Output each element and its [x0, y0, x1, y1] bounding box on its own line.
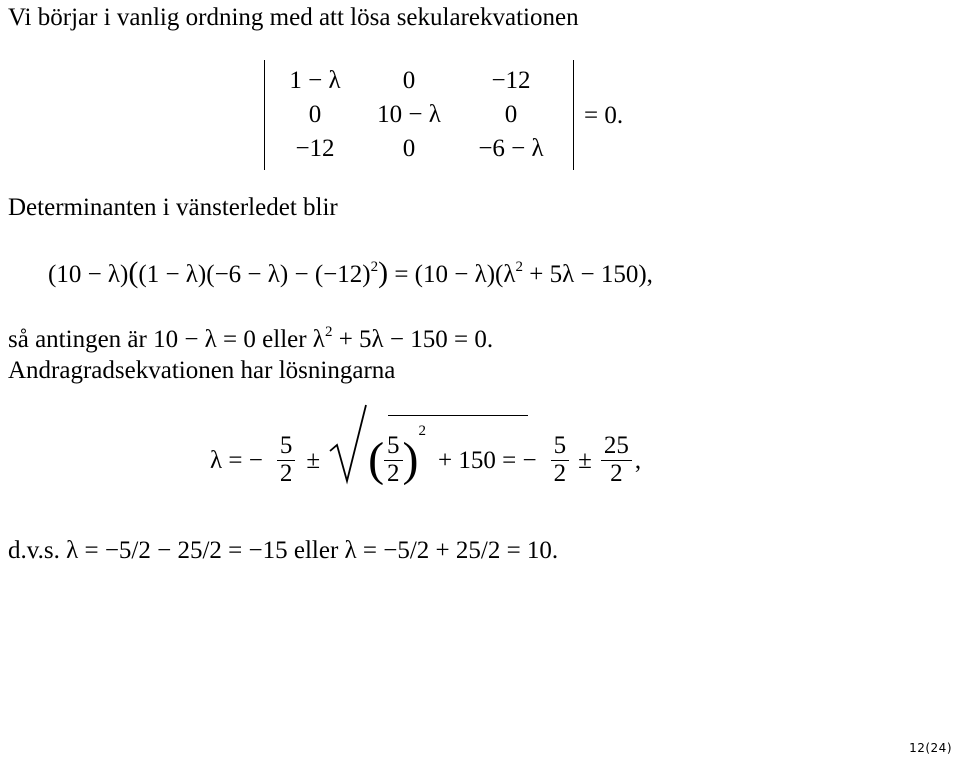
text-part: så antingen är 10 − λ = 0 eller λ [8, 326, 325, 353]
intro-text: Vi börjar i vanlig ordning med att lösa sekularekvationen [8, 4, 579, 31]
big-paren-open: ( [128, 256, 139, 289]
sqrt-overline [388, 415, 528, 416]
fraction-denominator: 2 [553, 459, 567, 487]
page-number: 12(24) [909, 741, 952, 755]
matrix-cell: 0 [504, 101, 518, 128]
result-text: d.v.s. λ = −5/2 − 25/2 = −15 eller λ = −5/2 + 25/2 = 10. [8, 537, 559, 564]
big-paren-close: ) [402, 433, 419, 486]
quadratic-text: Andragradsekvationen har lösningarna [8, 357, 396, 384]
fraction-denominator: 2 [279, 459, 293, 487]
superscript: 2 [515, 259, 523, 275]
fraction-numerator: 25 [603, 432, 629, 460]
eq-lhs: λ = − [210, 446, 263, 474]
matrix-cell: −12 [491, 67, 531, 94]
solution-equation [210, 423, 642, 492]
eq-part: = (10 − λ)(λ [394, 261, 516, 288]
matrix-cell: 0 [402, 135, 416, 162]
fraction-denominator: 2 [387, 459, 400, 487]
eq-part: (1 − λ)(−6 − λ) − (−12) [138, 261, 371, 288]
fraction [601, 433, 632, 487]
fraction-numerator: 5 [553, 432, 567, 460]
fraction [551, 433, 570, 487]
matrix-cell: 10 − λ [377, 101, 441, 128]
superscript: 2 [324, 324, 333, 340]
plus-minus: ± [578, 446, 592, 474]
big-paren-open: ( [368, 433, 385, 486]
sqrt-sign [328, 415, 368, 505]
determinant-matrix [264, 60, 574, 170]
fraction [384, 433, 403, 487]
fraction-numerator: 5 [279, 432, 293, 460]
expansion-equation [48, 258, 653, 288]
cases-text [8, 325, 493, 352]
eq-comma: , [634, 446, 642, 474]
eq-part: (10 − λ) [48, 261, 129, 288]
text-part: + 5λ − 150 = 0. [338, 326, 494, 353]
fraction [277, 433, 296, 487]
matrix-cell: 1 − λ [289, 67, 341, 94]
eq-part: + 5λ − 150), [529, 261, 653, 288]
superscript: 2 [370, 259, 379, 275]
superscript: 2 [418, 423, 427, 439]
fraction-denominator: 2 [610, 459, 623, 487]
plus-minus: ± [306, 446, 321, 474]
matrix-cell: −6 − λ [478, 135, 544, 162]
fraction-numerator: 5 [387, 432, 400, 460]
determinant-text: Determinanten i vänsterledet blir [8, 194, 338, 221]
matrix-cell: 0 [308, 101, 322, 128]
matrix-cell: −12 [295, 135, 335, 162]
matrix-cell: 0 [402, 67, 416, 94]
determinant-rhs: = 0. [584, 102, 624, 129]
eq-part: + 150 = − [438, 446, 537, 474]
big-paren-close: ) [378, 256, 389, 289]
